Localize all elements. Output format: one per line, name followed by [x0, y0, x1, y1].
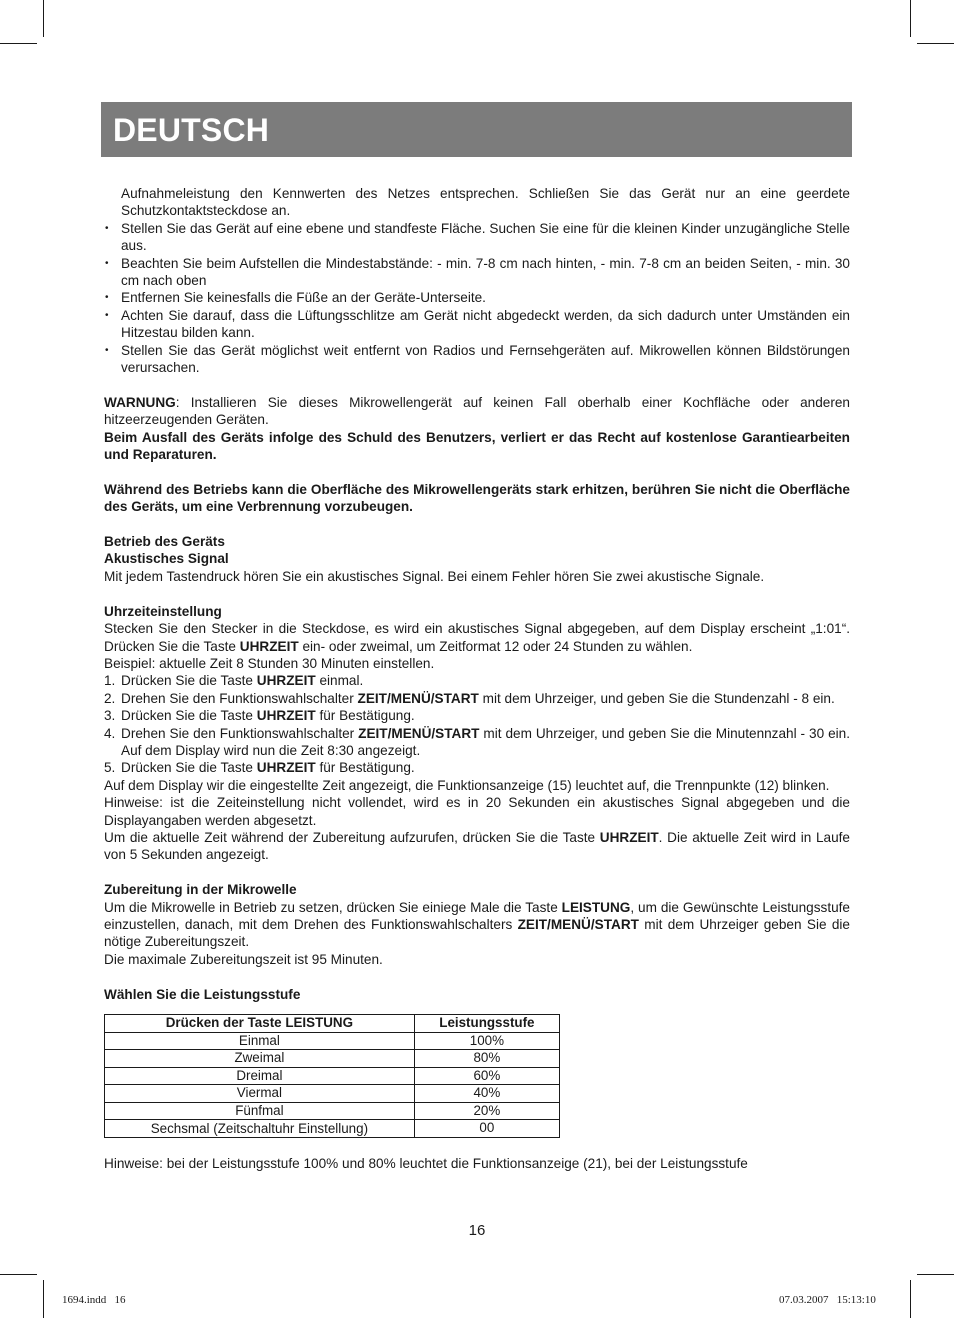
section-heading-power: Wählen Sie die Leistungsstufe	[104, 986, 301, 1002]
list-item: • Achten Sie darauf, dass die Lüftungsschlitze am Gerät nicht abgedeckt werden, da sich dadurch unter Umständen ein Hitzestau bilden kann.	[104, 307, 850, 342]
page-number: 16	[468, 1222, 486, 1239]
power-note: Hinweise: bei der Leistungsstufe 100% und 80% leuchtet die Funktionsanzeige (21), bei der Leistungsstufe	[104, 1155, 748, 1171]
crop-mark	[917, 1274, 954, 1275]
warning-label: WARNUNG	[104, 394, 176, 410]
list-item: 4. Drehen Sie den Funktionswahlschalter ZEIT/MENÜ/START mit dem Uhrzeiger, und geben Sie die Minutennzahl - 30 ein. Auf dem Display wird nun die Zeit 8:30 angezeigt.	[104, 725, 850, 758]
list-item: 2. Drehen Sie den Funktionswahlschalter ZEIT/MENÜ/START mit dem Uhrzeiger, und geben Sie die Stundenzahl - 8 ein.	[104, 690, 835, 706]
max-time-note: Die maximale Zubereitungszeit ist 95 Minuten.	[104, 951, 383, 967]
list-item: • Stellen Sie das Gerät möglichst weit entfernt von Radios und Fernsehgeräten auf. Mikrowellen können Bildstörungen verursachen.	[104, 342, 850, 377]
table-row: Sechsmal (Zeitschaltuhr Einstellung) 00	[105, 1120, 560, 1138]
surface-warning: Während des Betriebs kann die Oberfläche des Mikrowellengeräts stark erhitzen, berühren Sie nicht die Oberfläche des Geräts, um eine Verbrennung vorzubeugen.	[104, 481, 850, 515]
intro-continuation: Aufnahmeleistung den Kennwerten des Netzes entsprechen. Schließen Sie das Gerät nur an eine geerdete Schutzkontaktsteckdose an.	[121, 186, 850, 219]
warning-text: : Installieren Sie dieses Mikrowellengerät auf keinen Fall oberhalb einer Kochfläche oder anderen hitzeerzeugenden Geräten.	[104, 394, 850, 428]
table-row: Fünfmal 20%	[105, 1102, 560, 1120]
power-level-table	[104, 1014, 560, 1138]
warranty-warning: Beim Ausfall des Geräts infolge des Schuld des Benutzers, verliert er das Recht auf kostenlose Garantiearbeiten und Reparaturen.	[104, 429, 850, 463]
list-item: 5. Drücken Sie die Taste UHRZEIT für Bestätigung.	[104, 760, 415, 776]
language-header	[101, 102, 852, 157]
crop-mark	[43, 1280, 44, 1318]
table-row: Viermal 40%	[105, 1085, 560, 1103]
crop-mark	[910, 0, 911, 37]
clock-current-time: Um die aktuelle Zeit während der Zubereitung aufzurufen, drücken Sie die Taste UHRZEIT. Die aktuelle Zeit wird in Laufe von 5 Sekunden angezeigt.	[104, 829, 850, 863]
crop-mark	[43, 0, 44, 37]
warning-paragraph	[104, 394, 850, 429]
column-header: Drücken der Taste LEISTUNG	[105, 1015, 415, 1033]
section-heading-microwave: Zubereitung in der Mikrowelle	[104, 882, 297, 898]
list-item: • Beachten Sie beim Aufstellen die Mindestabstände: - min. 7-8 cm nach hinten, - min. 7-8 cm an beiden Seiten, - min. 30 cm nach oben	[104, 255, 850, 290]
document-body	[104, 185, 850, 1172]
list-item: 3. Drücken Sie die Taste UHRZEIT für Bestätigung.	[104, 708, 415, 724]
list-item: • Stellen Sie das Gerät auf eine ebene und standfeste Fläche. Suchen Sie eine für die kleinen Kinder unzugängliche Stelle aus.	[104, 220, 850, 255]
clock-example: Beispiel: aktuelle Zeit 8 Stunden 30 Minuten einstellen.	[104, 655, 435, 671]
table-header-row	[105, 1015, 560, 1033]
table-row: Zweimal 80%	[105, 1050, 560, 1068]
list-item: • Entfernen Sie keinesfalls die Füße an der Geräte-Unterseite.	[104, 289, 850, 306]
clock-display-note: Auf dem Display wir die eingestellte Zeit angezeigt, die Funktionsanzeige (15) leuchtet auf, die Trennpunkte (12) blinken.	[104, 777, 830, 793]
list-item: 1. Drücken Sie die Taste UHRZEIT einmal.	[104, 673, 364, 689]
section-heading-operation: Betrieb des Geräts	[104, 534, 225, 550]
safety-bullet-list	[104, 220, 850, 377]
crop-mark	[0, 43, 37, 44]
page-title: DEUTSCH	[113, 112, 270, 148]
subheading-signal: Akustisches Signal	[104, 551, 229, 567]
table-row: Einmal 100%	[105, 1032, 560, 1050]
print-slug-date: 07.03.2007 15:13:10	[779, 1294, 876, 1306]
crop-mark	[910, 1280, 911, 1318]
clock-steps	[104, 672, 850, 776]
clock-intro: Stecken Sie den Stecker in die Steckdose, es wird ein akustisches Signal abgegeben, auf dem Display erscheint „1:01“. Drücken Sie die Taste UHRZEIT ein- oder zweimal, um Zeitformat 12 oder 24 Stunden zu wählen.	[104, 621, 850, 654]
table-row: Dreimal 60%	[105, 1067, 560, 1085]
column-header: Leistungsstufe	[414, 1015, 559, 1033]
microwave-instructions: Um die Mikrowelle in Betrieb zu setzen, drücken Sie einiege Male die Taste LEISTUNG, um die Gewünschte Leistungsstufe einzustellen, danach, mit dem Drehen des Funktionswahlschalters ZEIT/MENÜ/START mit dem Uhrzeiger geben Sie die nötige Zubereitungszeit.	[104, 899, 850, 950]
clock-hint: Hinweise: ist die Zeiteinstellung nicht vollendet, wird es in 20 Sekunden ein akustisches Signal abgegeben und die Displayangaben werden abgesetzt.	[104, 795, 850, 828]
crop-mark	[917, 43, 954, 44]
section-heading-clock: Uhrzeiteinstellung	[104, 603, 222, 619]
crop-mark	[0, 1274, 37, 1275]
print-slug-file: 1694.indd 16	[62, 1294, 126, 1306]
signal-text: Mit jedem Tastendruck hören Sie ein akustisches Signal. Bei einem Fehler hören Sie zwei akustische Signale.	[104, 568, 765, 584]
